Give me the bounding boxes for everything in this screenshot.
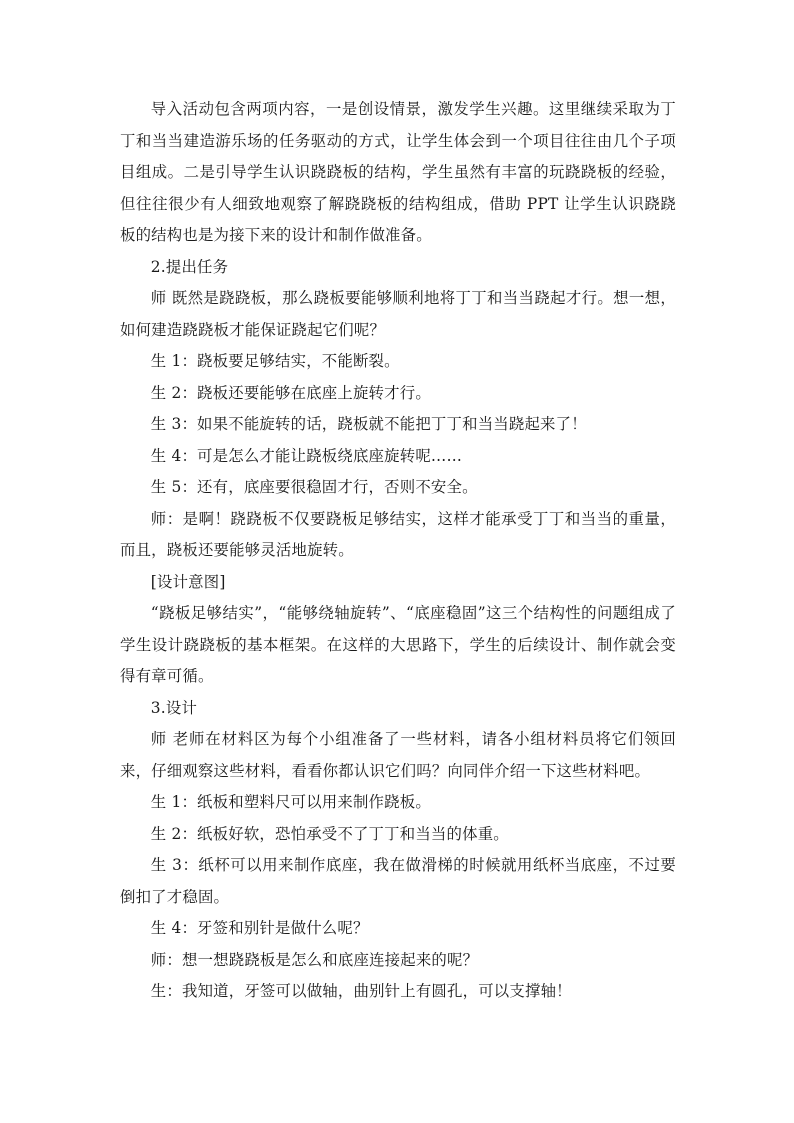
intro-paragraph: 导入活动包含两项内容，一是创设情景，激发学生兴趣。这里继续采取为丁丁和当当建造游乐场的任务驱动的方式，让学生体会到一个项目往往由几个子项目组成。二是引导学生认识跷跷板的结构，学生虽然有丰富的玩跷跷板的经验，但往往很少有人细致地观察了解跷跷板的结构组成，借助 PPT 让学生认识跷跷板的结构也是为接下来的设计和制作做准备。	[120, 100, 676, 244]
student-line: 生 2：纸板好软，恐怕承受不了丁丁和当当的体重。	[150, 824, 509, 843]
section-heading-task: 2.提出任务	[150, 257, 229, 276]
design-intent-label: [设计意图]	[150, 572, 226, 591]
student-line: 生 4：可是怎么才能让跷板绕底座旋转呢……	[150, 446, 463, 465]
design-intent-paragraph: “跷板足够结实”，“能够绕轴旋转”、“底座稳固”这三个结构性的问题组成了学生设计跷跷板的基本框架。在这样的大思路下，学生的后续设计、制作就会变得有章可循。	[120, 604, 676, 685]
student-line: 生 4：牙签和别针是做什么呢？	[150, 919, 369, 937]
student-line: 生 3：如果不能旋转的话，跷板就不能把丁丁和当当跷起来了！	[150, 415, 587, 433]
teacher-line: 师：是啊！跷跷板不仅要跷板足够结实，这样才能承受丁丁和当当的重量，而且，跷板还要能够灵活地旋转。	[120, 509, 676, 559]
student-line: 生 1：跷板要足够结实，不能断裂。	[150, 352, 400, 370]
student-line: 生 1：纸板和塑料尺可以用来制作跷板。	[150, 793, 431, 811]
student-line: 生 5：还有，底座要很稳固才行，否则不安全。	[150, 478, 478, 496]
section-heading-design: 3.设计	[150, 698, 198, 717]
student-line: 生 3：纸杯可以用来制作底座，我在做滑梯的时候就用纸杯当底座，不过要倒扣了才稳固。	[120, 856, 676, 906]
teacher-line: 师 既然是跷跷板，那么跷板要能够顺利地将丁丁和当当跷起才行。想一想，如何建造跷跷板才能保证跷起它们呢？	[120, 289, 676, 339]
student-line: 生：我知道，牙签可以做轴，曲别针上有圆孔，可以支撑轴！	[150, 982, 572, 1000]
student-line: 生 2：跷板还要能够在底座上旋转才行。	[150, 383, 431, 402]
teacher-line: 师：想一想跷跷板是怎么和底座连接起来的呢？	[150, 950, 479, 969]
teacher-line: 师 老师在材料区为每个小组准备了一些材料，请各小组材料员将它们领回来，仔细观察这些材料，看看你都认识它们吗？向同伴介绍一下这些材料吧。	[120, 730, 676, 780]
document-body	[120, 94, 676, 1008]
